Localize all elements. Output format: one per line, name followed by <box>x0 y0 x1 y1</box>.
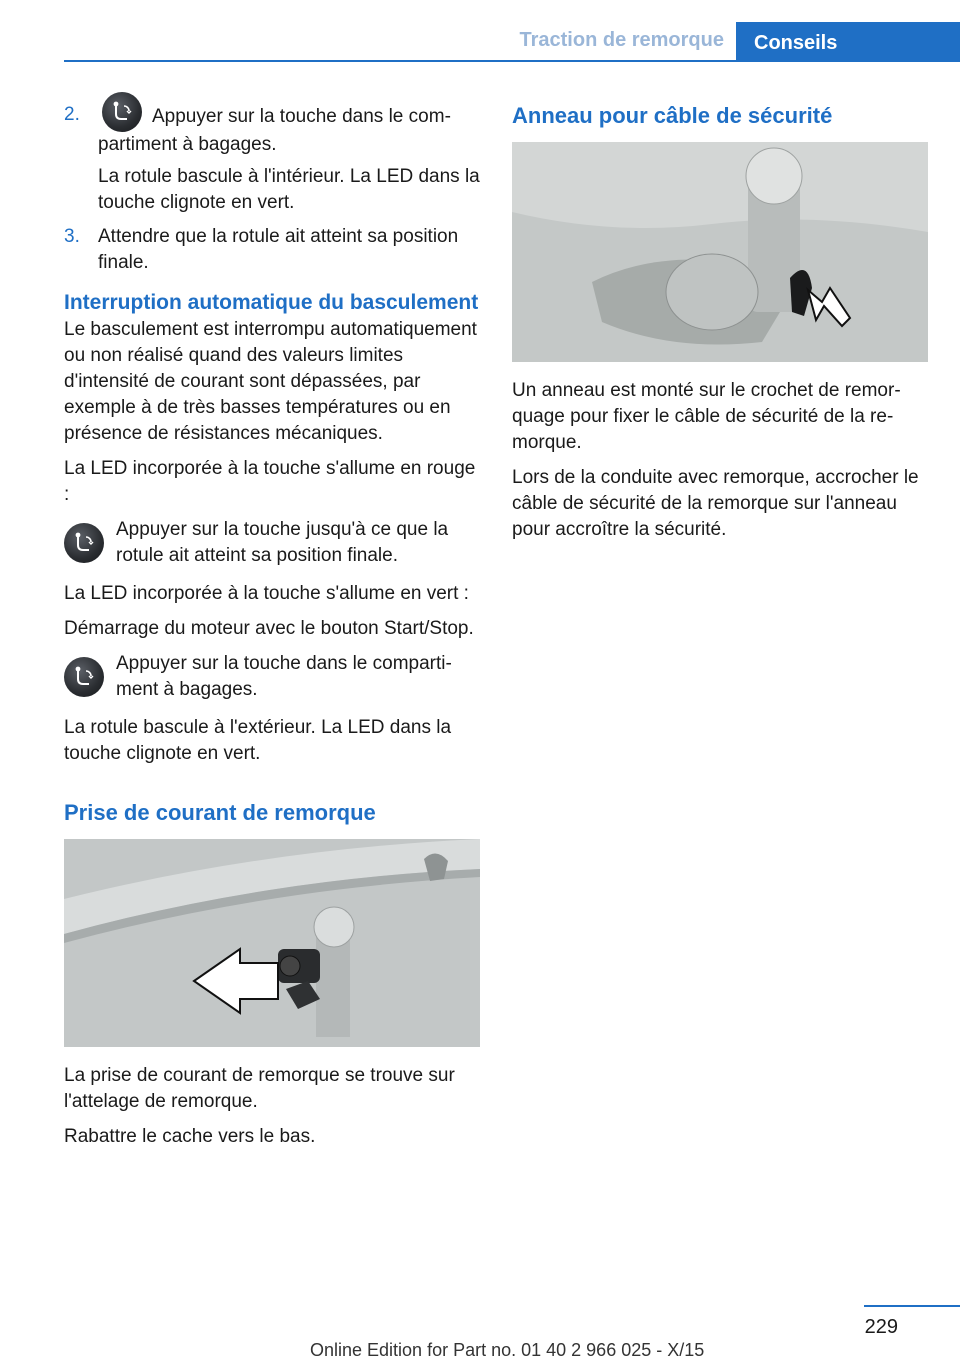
header-tab-conseils: Conseils <box>736 22 960 62</box>
icon-instruction <box>64 517 480 569</box>
footer-divider <box>864 1305 960 1307</box>
icon-text: Appuyer sur la touche jusqu'à ce que la rotule ait atteint sa position finale. <box>116 519 449 566</box>
paragraph: La LED incorporée à la touche s'allume en vert : <box>64 583 469 604</box>
icon-instruction <box>64 651 480 703</box>
paragraph: La rotule bascule à l'extérieur. La LED dans la touche clignote en vert. <box>64 717 452 764</box>
paragraph: La prise de courant de remorque se trouve sur l'attelage de remorque. <box>64 1065 455 1112</box>
right-column <box>512 102 928 552</box>
heading-interruption: Interruption automatique du basculement <box>64 291 479 314</box>
header-section-title: Traction de remorque <box>519 29 724 51</box>
paragraph: Un anneau est monté sur le crochet de remorquage pour fixer le câble de sécurité de la remorque. <box>512 380 901 453</box>
step-subtext: La rotule bascule à l'intérieur. La LED dans la touche clignote en vert. <box>98 166 480 213</box>
page-number: 229 <box>864 1316 898 1338</box>
tow-hitch-button-icon <box>102 92 142 132</box>
heading-prise: Prise de courant de remorque <box>64 800 376 825</box>
step-3 <box>64 224 480 276</box>
header-divider <box>64 60 960 62</box>
step-text: Appuyer sur la touche dans le compartiment à bagages. <box>98 102 480 158</box>
step-number: 3. <box>64 226 80 247</box>
tow-hitch-button-icon <box>64 657 104 697</box>
safety-cable-ring-photo <box>512 142 928 362</box>
paragraph: La LED incorporée à la touche s'allume en rouge : <box>64 458 476 505</box>
tow-hitch-button-icon <box>64 523 104 563</box>
paragraph: Lors de la conduite avec remorque, accrocher le câble de sécurité de la remorque sur l'anneau pour accroître la sécurité. <box>512 467 919 540</box>
paragraph: Rabattre le cache vers le bas. <box>64 1126 316 1147</box>
step-2 <box>64 102 480 216</box>
trailer-socket-photo <box>64 839 480 1047</box>
icon-text: Appuyer sur la touche dans le compartiment à bagages. <box>116 653 452 700</box>
step-number: 2. <box>64 104 80 125</box>
step-text: Attendre que la rotule ait atteint sa position finale. <box>98 226 459 273</box>
heading-anneau: Anneau pour câble de sécurité <box>512 103 833 128</box>
paragraph: Le basculement est interrompu automatiquement ou non réalisé quand des valeurs limites d'intensité de courant sont dépassées, par exemple à de très basses températures ou en présence de résistances mécaniques. <box>64 319 477 444</box>
edition-note: Online Edition for Part no. 01 40 2 966 025 - X/15 <box>310 1340 705 1360</box>
paragraph: Démarrage du moteur avec le bouton Start/Stop. <box>64 618 474 639</box>
page-header <box>0 0 960 62</box>
left-column <box>64 102 480 1159</box>
